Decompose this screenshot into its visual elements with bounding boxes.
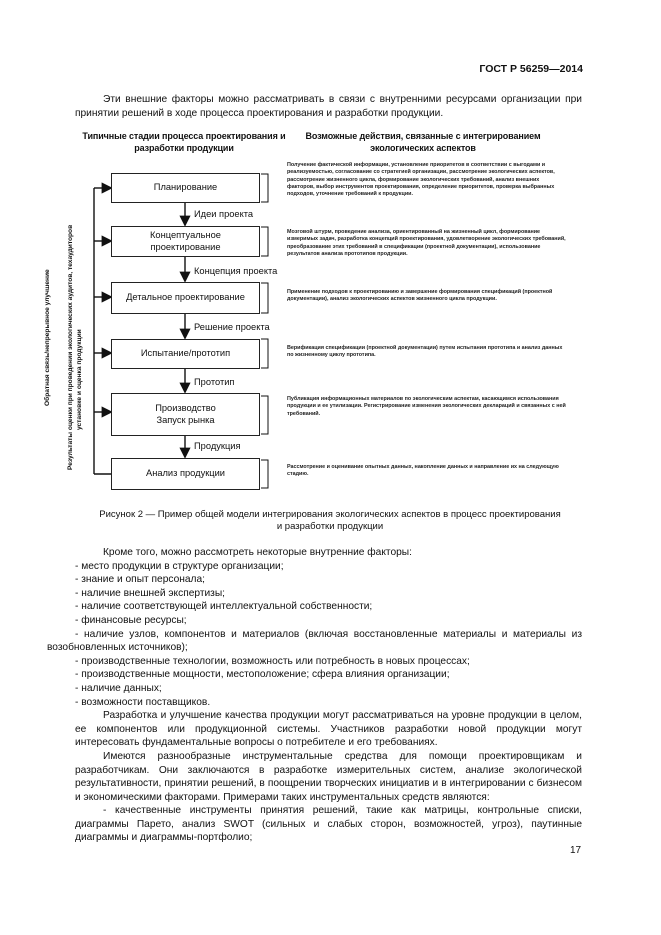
action-description-2: Мозговой штурм, проведение анализа, ориентированный на жизненный цикл, формирование измеримых задач, разработка концепций проектирования, удовлетворение экологических требований, преобразование этих требований в спецификации (проектной документации), использование результатов анализа прототипов продукции. — [287, 229, 566, 257]
factors-intro: Кроме того, можно рассмотреть некоторые внутренние факторы: — [103, 547, 412, 558]
stage-concept-design: Концептуальное проектирование — [111, 226, 260, 257]
stage-product-review: Анализ продукции — [111, 458, 260, 490]
list-item: - наличие узлов, компонентов и материалов (включая восстановленные материалы и материалы из возобновленных источников); — [47, 628, 582, 654]
document-number: ГОСТ Р 56259—2014 — [479, 63, 583, 75]
page-number: 17 — [570, 845, 582, 856]
factors-list — [47, 560, 582, 710]
left-column-heading: Типичные стадии процесса проектирования и разработки продукции — [82, 131, 286, 153]
list-item: - наличие соответствующей интеллектуальной собственности; — [75, 601, 373, 613]
flow-label-solution: Решение проекта — [194, 322, 270, 332]
stage-planning: Планирование — [111, 173, 260, 203]
product-assessment-label: установке и оценка продукции — [76, 329, 83, 430]
list-item: - знание и опыт персонала; — [75, 574, 205, 586]
stage-detailed-design: Детальное проектирование — [111, 282, 260, 314]
paragraph-tools: Имеются разнообразные инструментальные средства для помощи проектировщикам и разработчикам. Они заключаются в разработке измерительных систем, анализе экологической результативности, принятии решений, в поощрении творческих инициатив и в интегрировании с бизнесом и экономическими факторами. Примерами таких инструментальных средств являются: — [75, 750, 582, 803]
paragraph-tools-examples: - качественные инструменты принятия решений, такие как матрицы, контрольные списки, диаграммы Парето, анализ SWOT (сильных и слабых сторон, возможностей, угроз), паутинные диаграммы и диаграммы-портфолио; — [75, 805, 582, 844]
list-item: - наличие данных; — [75, 682, 162, 694]
figure-caption-line2: и разработки продукции — [276, 521, 384, 532]
list-item: - производственные мощности, местоположение; сфера влияния организации; — [75, 669, 450, 681]
audit-results-label: Результаты оценки при проведении экологических аудитов, техаудиторов — [67, 224, 74, 470]
action-description-6: Рассмотрение и оценивание опытных данных, накопление данных и направление их на следующую стадию. — [287, 464, 559, 478]
flow-label-product: Продукция — [194, 441, 241, 451]
action-description-4: Верификация спецификации (проектной документации) путем испытания прототипа и анализ данных по жизненному циклу прототипа. — [287, 345, 563, 359]
flow-label-ideas: Идеи проекта — [194, 209, 254, 219]
figure-caption-line1: Рисунок 2 — Пример общей модели интегрирования экологических аспектов в процесс проектирования — [99, 509, 561, 520]
action-description-5: Публикация информационных материалов по экологическим аспектам, касающимся использования продукции и ее утилизации. Регистрирование изменения экологических деклараций и связанных с ней требований. — [287, 396, 566, 417]
flow-label-prototype: Прототип — [194, 377, 235, 387]
list-item: - место продукции в структуре организации; — [75, 560, 284, 572]
action-description-3: Применение подходов к проектированию и завершение формирования спецификаций (проектной документации), анализ экологических аспектов жизненного цикла продукции. — [287, 289, 553, 303]
feedback-label: Обратная связь/непрерывное улучшение — [44, 269, 51, 406]
right-column-heading: Возможные действия, связанные с интегрированием экологических аспектов — [305, 131, 541, 153]
action-description-1: Получение фактической информации, установление приоритетов в соответствии с выгодами и реализуемостью, согласование со стратегией организации, рассмотрение экологических аспектов, рассмотрение жизненного цикла, формирование экологических требований, анализ внешних факторов, выбор инструментов проектирования, определение приоритетов, проверка выбранных подходов, уточнение требований к продукции. — [287, 162, 555, 198]
list-item: - наличие внешней экспертизы; — [75, 587, 226, 599]
list-item: - финансовые ресурсы; — [75, 614, 187, 626]
list-item: - производственные технологии, возможность или потребность в новых процессах; — [75, 655, 470, 667]
body-text — [47, 546, 582, 845]
stage-production-launch: Производство Запуск рынка — [111, 393, 260, 436]
stage-test-prototype: Испытание/прототип — [111, 339, 260, 369]
list-item: - возможности поставщиков. — [75, 696, 211, 708]
intro-paragraph: Эти внешние факторы можно рассматривать в связи с внутренними ресурсами организации при принятии решений в ходе процесса проектирования и разработки продукции. — [75, 94, 582, 119]
flow-label-concept: Концепция проекта — [194, 266, 278, 276]
paragraph-development: Разработка и улучшение качества продукции могут рассматриваться на уровне продукции в целом, ее компонентов или продукционной системы. Участников разработки новой продукции могут интересовать фундаментальные вопросы о потребителе и его требованиях. — [75, 710, 582, 749]
